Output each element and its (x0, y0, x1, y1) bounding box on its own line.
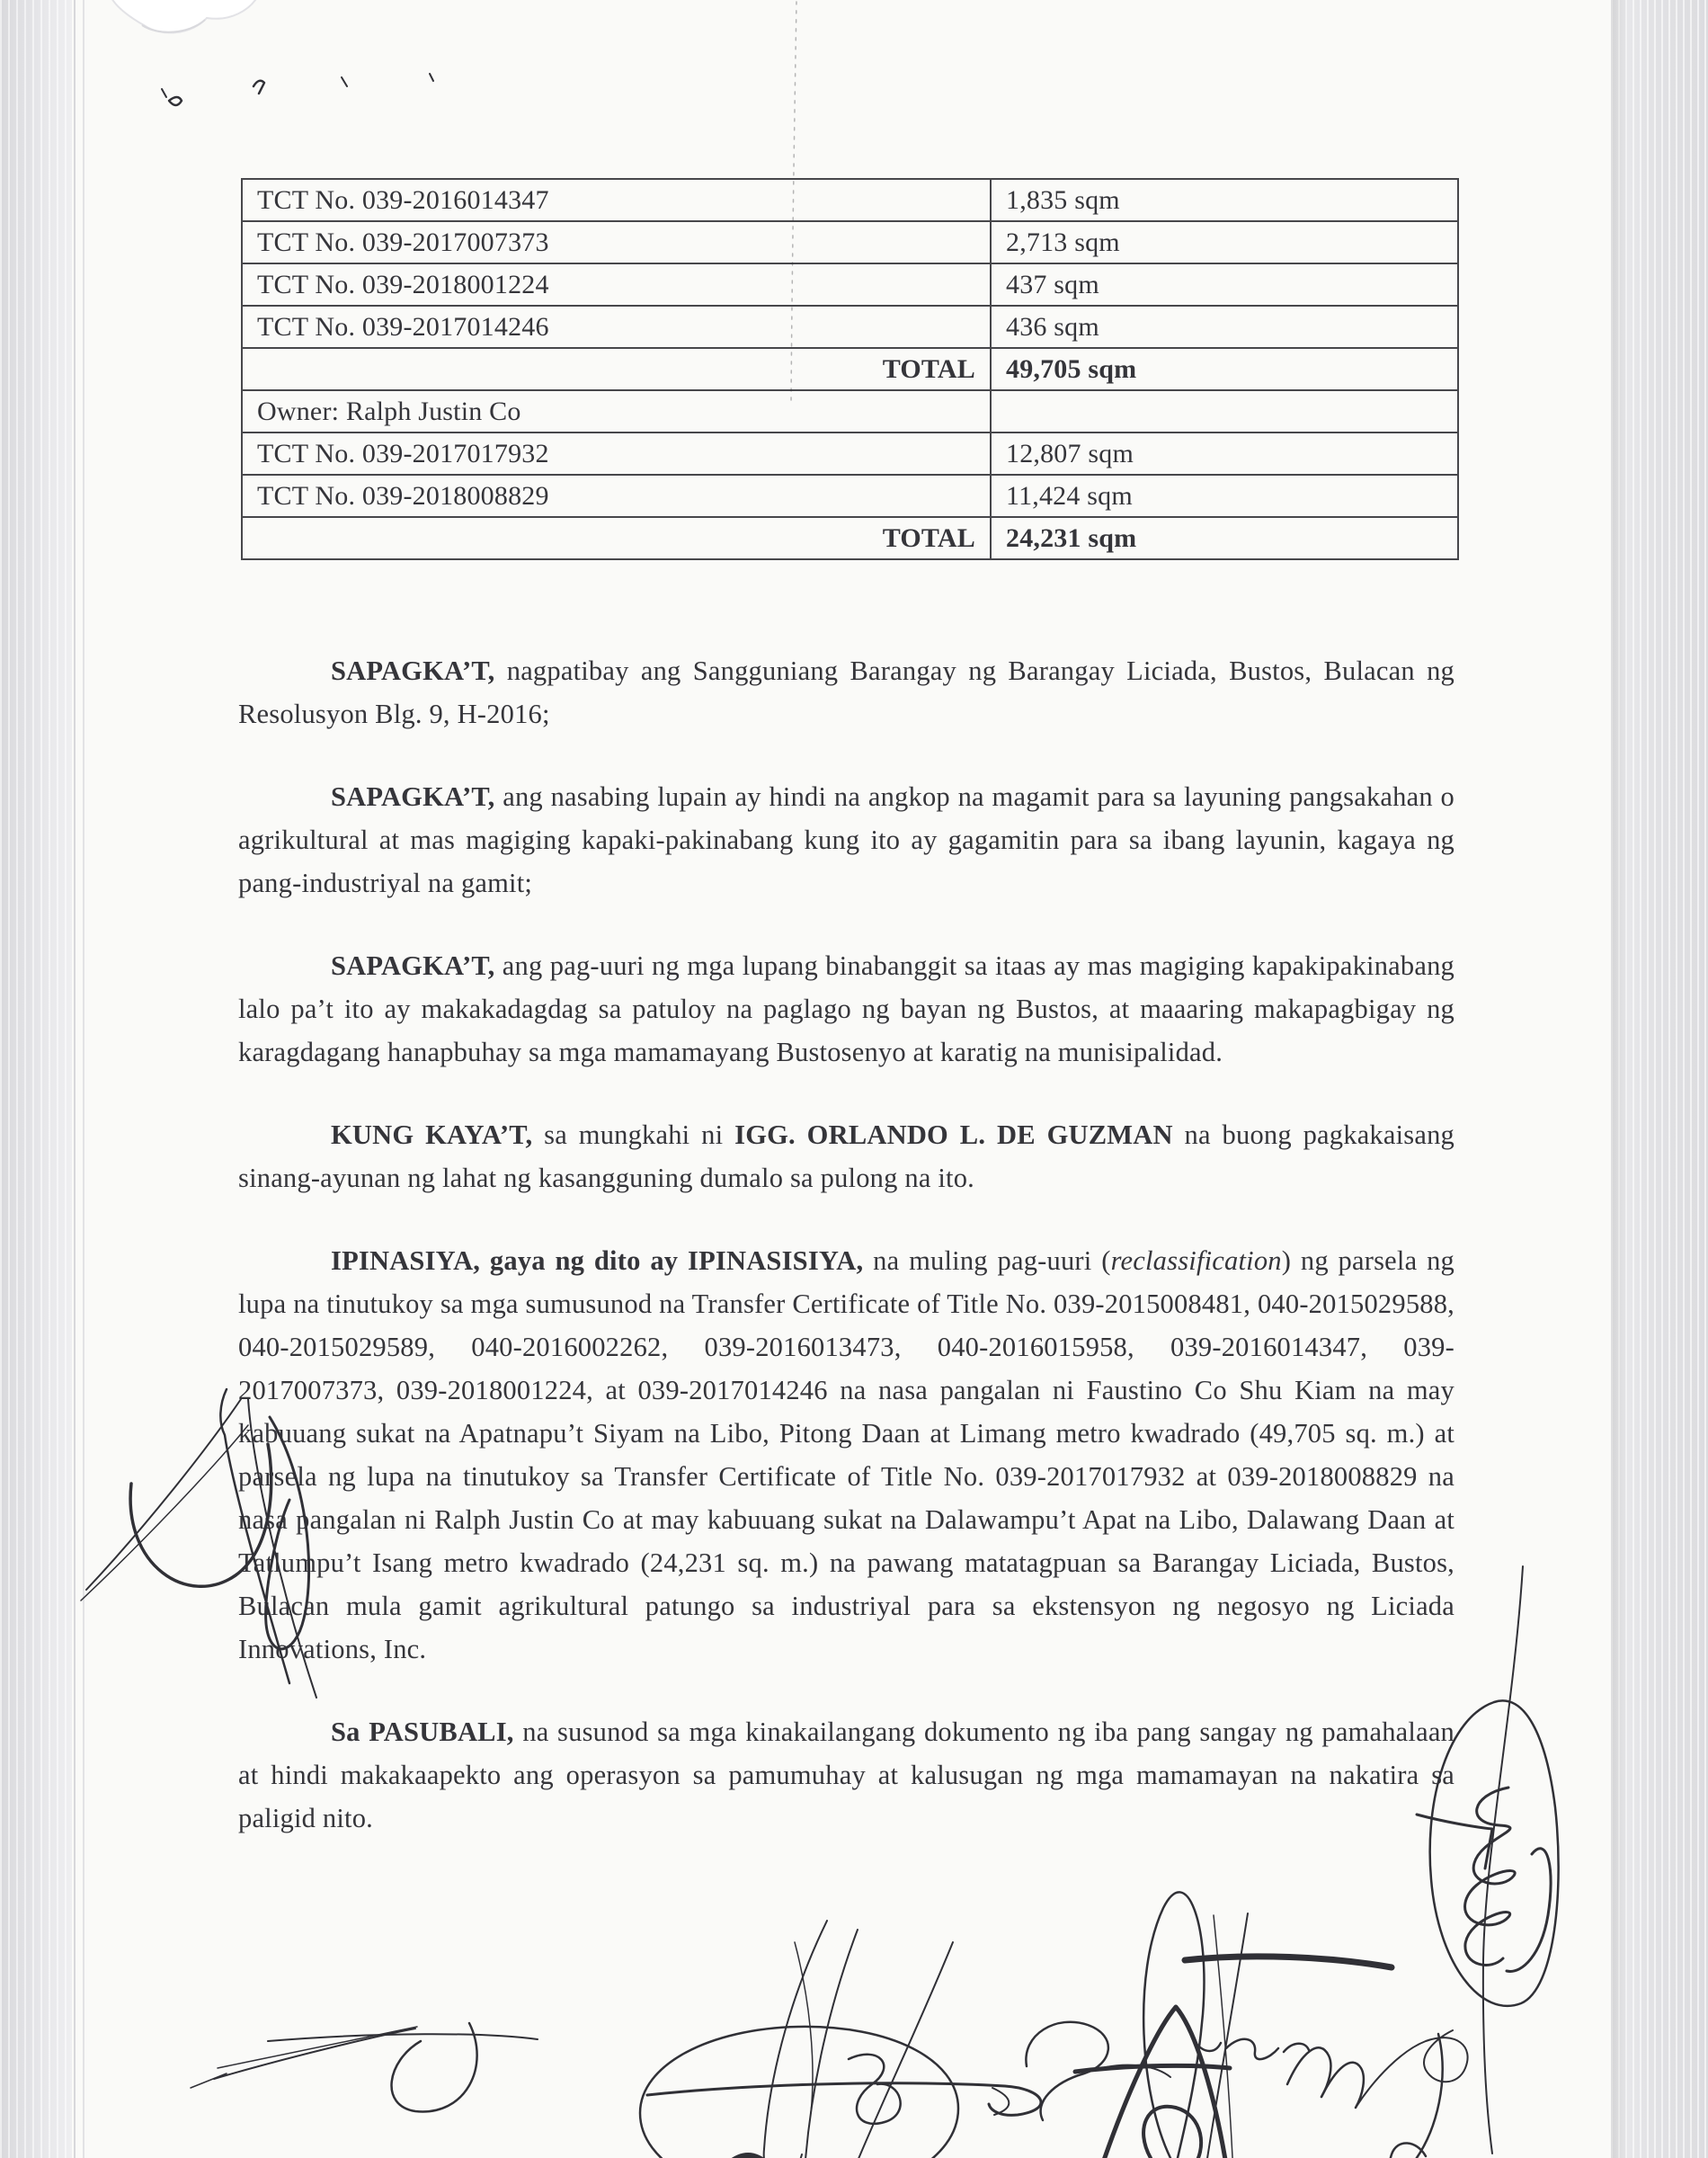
area-value-cell: 436 sqm (991, 306, 1458, 348)
total-label-cell: TOTAL (242, 517, 991, 559)
text-segment: na susunod sa mga kinakailangang dokumento ng iba pang sangay ng pamahalaan at hindi makakaapekto ang operasyon sa pamumuhay at kalusugan ng mga mamamayan na nakatira sa paligid nito. (238, 1717, 1455, 1833)
signature-left-margin-initials (81, 1389, 316, 1698)
area-value-cell: 11,424 sqm (991, 475, 1458, 517)
area-value-cell: 24,231 sqm (991, 517, 1458, 559)
area-value-cell: 2,713 sqm (991, 221, 1458, 263)
text-segment: sa mungkahi ni (532, 1119, 735, 1150)
text-segment: IPINASIYA, gaya ng dito ay IPINASISIYA, (331, 1245, 864, 1276)
area-value-cell: 49,705 sqm (991, 348, 1458, 390)
text-segment: na buong pagkakaisang sinang-ayunan ng lahat ng kasangguning dumalo sa pulong na ito. (238, 1119, 1455, 1193)
title-number-cell: TCT No. 039-2017017932 (242, 432, 991, 475)
ink-specks (162, 2, 796, 405)
title-number-cell: TCT No. 039-2017007373 (242, 221, 991, 263)
signature-corkscrew-right (1417, 1566, 1559, 2154)
total-label-cell: TOTAL (242, 348, 991, 390)
text-segment: nagpatibay ang Sangguniang Barangay ng Barangay Liciada, Bustos, Bulacan ng Resolusyon Blg. 9, H-2016; (238, 655, 1454, 729)
text-segment: IGG. ORLANDO L. DE GUZMAN (734, 1119, 1173, 1150)
title-number-cell: TCT No. 039-2018008829 (242, 475, 991, 517)
area-value-cell: 437 sqm (991, 263, 1458, 306)
text-segment: ) ng parsela ng lupa na tinutukoy sa mga sumusunod na Transfer Certificate of Title No. 039-2015008481, 040-2015029588, 040-2015029589, 040-2016002262, 039-2016013473, 040-2016015958, 039-2016014347, 039-2017007373, 039-2018001224, at 039-2017014246 na nasa pangalan ni Faustino Co Shu Kiam na may kabuuang sukat na Apatnapu’t Siyam na Libo, Pitong Daan at Limang metro kwadrado (49,705 sq. m.) at parsela ng lupa na tinutukoy sa Transfer Certificate of Title No. 039-2017017932 at 039-2018008829 na nasa pangalan ni Ralph Justin Co at may kabuuang sukat na Dalawampu’t Apat na Libo, Dalawang Daan at Tatlumpu’t Isang metro kwadrado (24,231 sq. m.) na pawang matatagpuan sa Barangay Liciada, Bustos, Bulacan mula gamit agrikultural patungo sa industriyal para sa ekstensyon ng negosyo ng Liciada Innovations, Inc. (238, 1245, 1454, 1664)
text-segment: SAPAGKA’T, (331, 655, 495, 686)
text-segment: ang nasabing lupain ay hindi na angkop na magamit para sa layuning pangsakahan o agrikultural at mas magiging kapaki-pakinabang kung ito ay gagamitin para sa ibang layunin, kagaya ng pang-industriyal na gamit; (238, 781, 1454, 898)
owner-cell: Owner: Ralph Justin Co (242, 390, 991, 432)
text-segment: SAPAGKA’T, (331, 781, 495, 812)
area-value-cell: 1,835 sqm (991, 179, 1458, 221)
area-value-cell: 12,807 sqm (991, 432, 1458, 475)
text-segment: Sa PASUBALI, (331, 1717, 514, 1747)
title-number-cell: TCT No. 039-2017014246 (242, 306, 991, 348)
signature-my-squiggle-bottom-right (1287, 2030, 1468, 2158)
text-segment: na muling pag-uuri ( (863, 1245, 1111, 1276)
text-segment: SAPAGKA’T, (331, 950, 495, 981)
text-segment: KUNG KAYA’T, (331, 1119, 533, 1150)
title-number-cell: TCT No. 039-2018001224 (242, 263, 991, 306)
signature-flag-bottom-left (191, 2023, 538, 2111)
signature-circle-bottom-center (640, 1921, 1041, 2158)
text-segment: reclassification (1110, 1245, 1282, 1276)
signature-louis-bottom-right (992, 1892, 1392, 2158)
text-segment: ang pag-uuri ng mga lupang binabanggit sa itaas ay mas magiging kapakipakinabang lalo pa’t ito ay makakadagdag sa patuloy na paglago ng bayan ng Bustos, at maaaring makapagbigay ng karagdagang hanapbuhay sa mga mamamayang Bustosenyo at karatig na munisipalidad. (238, 950, 1454, 1067)
title-number-cell: TCT No. 039-2016014347 (242, 179, 991, 221)
